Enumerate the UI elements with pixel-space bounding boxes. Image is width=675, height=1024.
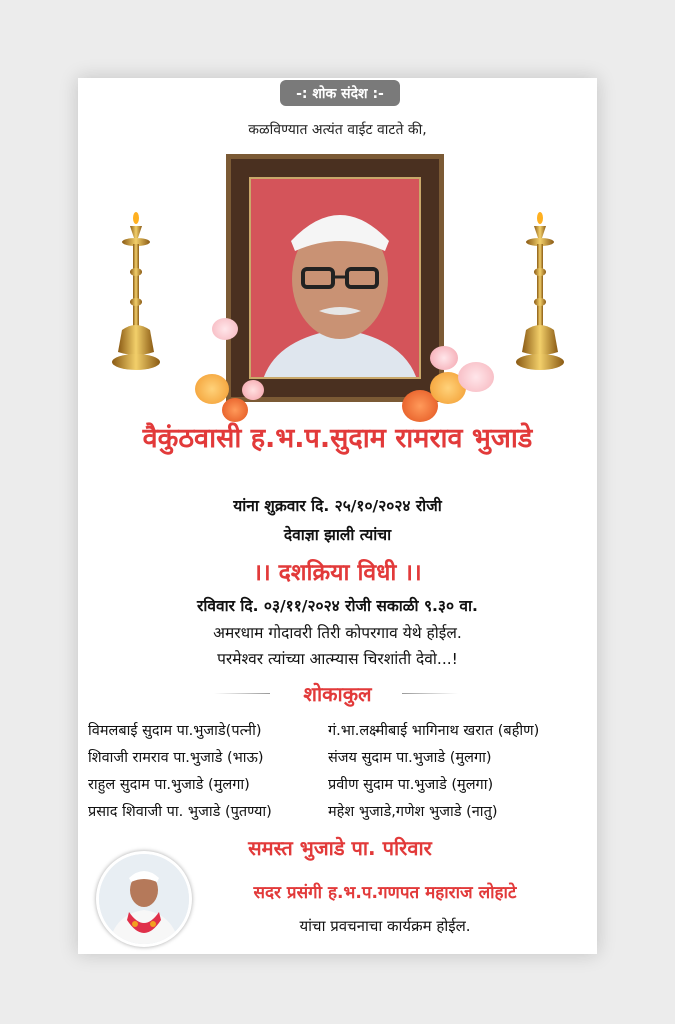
mourner-right-2: संजय सुदाम पा.भुजाडे (मुलगा)	[328, 750, 492, 766]
mourners-heading: शोकाकुल	[303, 682, 372, 706]
mourner-left-1: विमलबाई सुदाम पा.भुजाडे(पत्नी)	[88, 723, 262, 739]
guest-figure-icon	[99, 854, 189, 944]
ceremony-title: ।। दशक्रिया विधी ।।	[253, 560, 422, 586]
left-lamp-icon	[108, 212, 164, 374]
guest-speaker-avatar	[96, 851, 192, 947]
mourner-right-3: प्रवीण सुदाम पा.भुजाडे (मुलगा)	[328, 777, 494, 793]
flower-decoration	[458, 362, 494, 392]
mourner-left-2: शिवाजी रामराव पा.भुजाडे (भाऊ)	[88, 750, 264, 766]
deceased-name: वैकुंठवासी ह.भ.प.सुदाम रामराव भुजाडे	[142, 423, 533, 454]
ceremony-location: अमरधाम गोदावरी तिरी कोपरगाव येथे होईल.	[213, 624, 462, 642]
flower-decoration	[195, 374, 229, 404]
family-signature: समस्त भुजाडे पा. परिवार	[248, 836, 432, 860]
mourner-right-1: गं.भा.लक्ष्मीबाई भागिनाथ खरात (बहीण)	[328, 723, 540, 739]
portrait-figure-icon	[251, 179, 421, 379]
program-line: यांचा प्रवचनाचा कार्यक्रम होईल.	[299, 917, 471, 935]
condolence-badge: -: शोक संदेश :-	[280, 80, 400, 106]
intro-text: कळविण्यात अत्यंत वाईट वाटते की,	[248, 122, 427, 138]
death-line-2: देवाज्ञा झाली त्यांचा	[283, 526, 392, 544]
mourner-right-4: महेश भुजाडे,गणेश भुजाडे (नातु)	[328, 804, 498, 820]
flower-decoration	[212, 318, 238, 340]
flower-decoration	[430, 346, 458, 370]
guest-speaker-line: सदर प्रसंगी ह.भ.प.गणपत महाराज लोहाटे	[253, 883, 517, 903]
flower-decoration	[242, 380, 264, 400]
portrait-photo	[249, 177, 421, 379]
mourner-left-3: राहुल सुदाम पा.भुजाडे (मुलगा)	[88, 777, 250, 793]
death-date-line: यांना शुक्रवार दि. २५/१०/२०२४ रोजी	[233, 497, 442, 515]
mourner-left-4: प्रसाद शिवाजी पा. भुजाडे (पुतण्या)	[88, 804, 272, 820]
ceremony-datetime: रविवार दि. ०३/११/२०२४ रोजी सकाळी ९.३० वा.	[197, 597, 478, 615]
right-lamp-icon	[512, 212, 568, 374]
portrait-frame	[226, 154, 444, 402]
prayer-text: परमेश्वर त्यांच्या आत्म्यास चिरशांती देवो...!	[217, 650, 458, 668]
